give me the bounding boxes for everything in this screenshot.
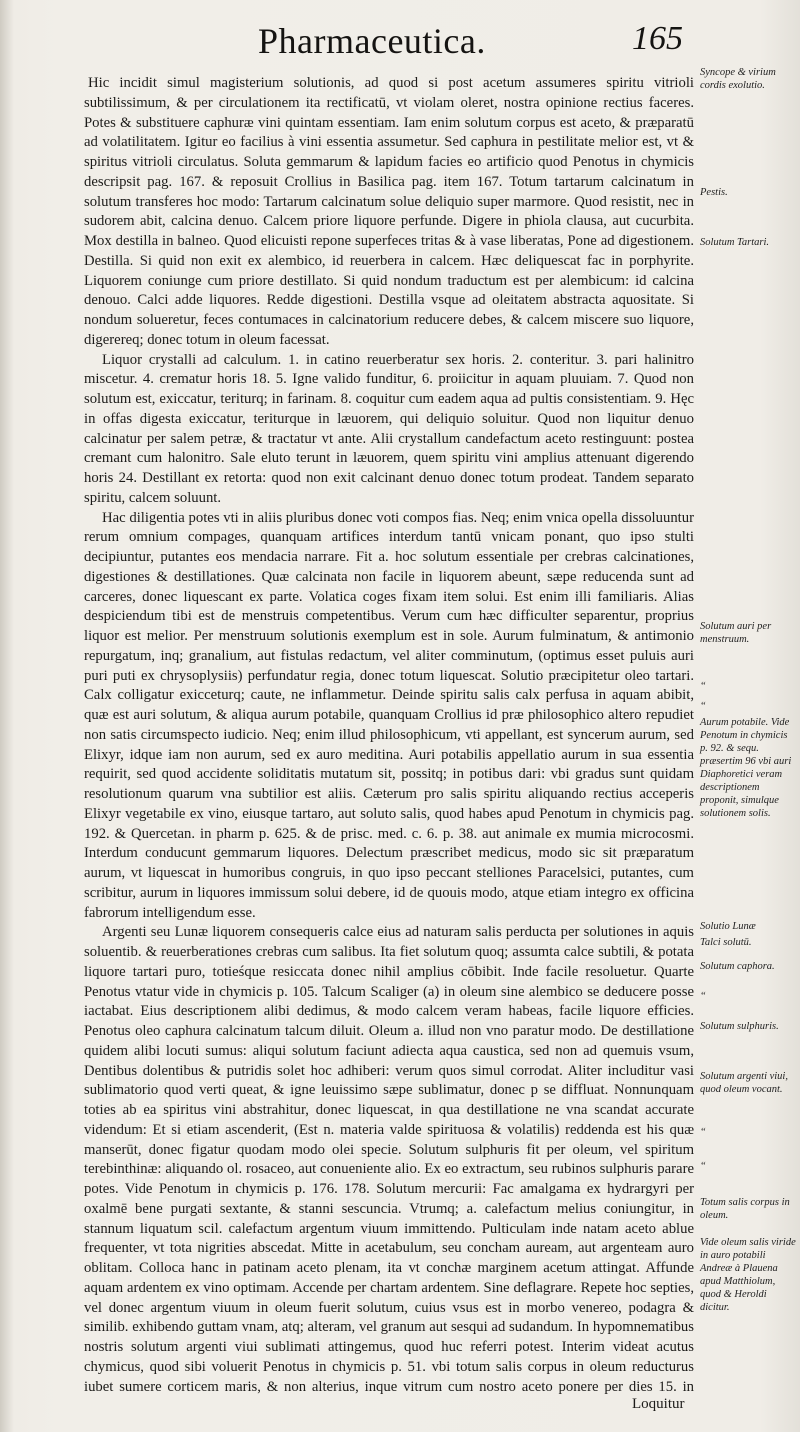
page-number: 165 bbox=[632, 20, 683, 57]
paragraph: Hac diligentia potes vti in aliis pluribus donec voti compos fias. Neq; enim vnica opella dissoluuntur rerum omnium compages, quanquam artifices interdum tantū vnicam ponant, quo ipso stulti decipiuntur, putantes eos mendacia narrare. Fit a. hoc solutum essentiale per crebras calcinationes, digestiones & destillationes. Quæ calcinata non facile in liquorem abeunt, sæpe reducenda sunt ad carceres, donec liquescant ex parte. Volatica coges fixam item solui. Est enim illi familiaris. Alias despiciendum tibi est de menstruis competentibus. Verum cum hæc difficulter separentur, proprius liquor est melior. Per menstruum solutionis exemplum est in sole. Aurum fulminatum, & antimonio repurgatum, inq; granalium, aut fistulas redactum, vel aliter comminutum, (optimus esset puluis auri puri puti ex chrysoplysiis) perfundatur regia, donec totum liquescat. Solutio præcipitetur oleo tartari. Calx colligatur exicceturq; caute, ne inflammetur. Deinde spiritu salis calx perfusa in aquam abibit, quæ est auri solutum, & aliqua aurum potabile, quanquam Crollius id præ philosophico altero repudiet non satis circumspecto iudicio. Neq; enim illud philosophicum, vti appellant, est syncerum aurum, sed Elixyr, idque iam non aurum, sed ex auro meditina. Auri potabilis appellatio aurum in sua essentia requirit, sed quod accidente soliditatis mutatum sit, possitq; in potibus dari: vbi gradus sunt quidam resolutionum quarum vna subtilior est aliis. Cæterum pro salis spiritu aliquando rectius acceperis Elixyr vegetabile ex vino, eiusque tartaro, aut soluto salis, quod habes apud Penotum in chymicis pag. 192. & Quercetan. in pharm p. 625. & de prisc. med. c. 6. p. 38. aut animale ex mumia microcosmi. Interdum conducunt gemmarum liquores. Delectum præscribet medicus, modo sic sit præparatum aurum, vt liquescat in humoribus congruis, in quo ipso peccant stelliones Paracelsici, putantes, cum scribitur, aurum in liquores immissum solui debere, id de quouis modo, atque etiam integro ex officina fabrorum intelligendum esse. bbox=[84, 509, 694, 921]
catchword: Loquitur bbox=[632, 1396, 685, 1412]
paragraph: Argenti seu Lunæ liquorem consequeris calce eius ad naturam salis perducta per solutiones in aquis soluentib. & reuerberationes crebras cum salibus. Ita fiet solutum quoq; assumta calce subtili, & potata liquore tartari puro, totieśque resiccata donec nihil amplius cōbibit. Inde facile resoluetur. Quarte Penotus vtatur vide in chymicis p. 105. Talcum Scaliger (a) in oleum sine alembico se deducere posse iactabat. Eius descriptionem alibi dedimus, & modo calcem veram habeas, facile liquore efficies. Penotus oleo caphura calcinatum talcum diluit. Oleum a. illud non vno paratur modo. De destillatione quidem alibi locuti sumus: aliqui solutum faciunt adiecta aqua caustica, sed non ad quemuis vsum, Dentibus dolentibus & putridis solet hoc adhiberi: verum quos simul corrodat. Aliter includitur vasi sublimatorio quod verti queat, & igne leuissimo sæpe sublimatur, donec p se diffluat. Nonnunquam toties ab ea spiritus vini abstrahitur, donec liquescat, in qua destillatione ne vna scandat accurate videndum: Et si etiam ascenderit, (Est n. materia valde spirituosa & volatilis) reddenda est his quæ manserūt, donec figatur quodam modo olei specie. Solutum sulphuris fit per oleum, vel spiritum terebinthinæ: aliquando ol. rosaceo, aut conueniente alio. Ex eo extractum, seu rubinos sulphuris parare potes. Vide Penotum in chymicis p. 176. 178. Solutum mercurii: Fac amalgama ex hydrargyri per oxalmē bene purgati sextante, & stanni sescuncia. Vtrumq; a. calefactum melius coniungitur, in stannum liquatum scil. calefactum argentum viuum immittendo. Pulticulam inde natam aceto ablue frequenter, vt tota nigrities abscedat. Mitte in acetabulum, seu concham auream, aut argenteam auro oblitam. Colloca hanc in patinam aceto plenam, ita vt conchæ marginem acetum attingat. Affunde aquam ardentem ex vino optimam. Accende per chartam ardentem. Sine deflagrare. Repete hoc septies, vel donec argentum viuum in oleum fuerit solutum, cuius vsus est in morbo venereo, podagra & similib. exhibendo guttam vnam, atq; alteram, vel granum aut sesqui ad sudandum. In hypomnematibus nostris solutum argenti viui sublimati attingemus, quod huc referri potest. Interim videat acutus chymicus, quod sibi voluerit Penotus in chymicis p. 51. vbi totum salis corpus in oleum reducturus iubet sumere corticem maris, & non alterius, inque vitrum cum nostro aceto ponere per dies 15. in bbox=[84, 924, 694, 1394]
running-title: Pharmaceutica. bbox=[258, 21, 486, 61]
marginal-note: Talci solutū. bbox=[700, 937, 752, 948]
marginal-note: Vide oleum salis viride in auro potabili Andreæ à Plauena apud Matthiolum, quod & Heroldi dicitur. bbox=[700, 1237, 796, 1313]
marginal-note: Syncope & virium cordis exolutio. bbox=[700, 67, 776, 91]
marginal-note: Pestis. bbox=[700, 187, 728, 198]
marginal-note: Solutum sulphuris. bbox=[700, 1021, 779, 1032]
marginal-note: Solutum argenti viui, quod oleum vocant. bbox=[700, 1071, 788, 1095]
paragraph: Hic incidit simul magisterium solutionis, ad quod si post acetum assumeres spiritu vitrioli subtilissimum, & per circulationem ita rectificatū, vt violam oleret, nostra opinione rectius faceres. Potes & substituere caphuræ vini quintam essentiam. Iam enim solutum corpus est aceto, & præparatū ad volatilitatem. Igitur eo facilius à vini essentia assumetur. Sed caphura in pestilitate melior est, vt & spiritus vitrioli circulatus. Soluta gemmarum & lapidum facies eo artificio quod Penotus in chymicis descripsit pag. 167. & reposuit Crollius in Basilica pag. item 167. Totum tartarum calcinatum in solutum transferes hoc modo: Tartarum calcinatum solue deliquio super marmore. Quod resistit, nec in sudorem abit, calcina denuo. Calcem priore liquore perfunde. Digere in phiola clausa, aut cucurbita. Mox destilla in balneo. Quod elicuisti repone superfeces tritas & à vase liberatas, Pone ad digestionem. Destilla. Si quid non exit ex alembico, id reuerbera in calcem. Hæc deliquescat fac in porphyrite. Liquorem coniunge cum priore destillato. Si quid nondum traductum est per alembicum: id calcina denouo. Calci adde liquores. Redde digestioni. Destilla vsque ad oleitatem abstracta aquositate. Si nondum solueretur, feces contumaces in calcinatorium reducere debes, & calcem miscere suo liquore, digerereq; donec totum in oleum facessat. bbox=[84, 75, 694, 348]
marginal-note: Aurum potabile. Vide Penotum in chymicis p. 92. & sequ. præsertim 96 vbi auri Diaphoretici veram descriptionem proponit, simulque solutionem solis. bbox=[700, 717, 792, 819]
paragraph: Liquor crystalli ad calculum. 1. in catino reuerberatur sex horis. 2. conteritur. 3. pari halinitro miscetur. 4. crematur horis 18. 5. Igne valido funditur, 6. proiicitur in aquam pluuiam. 7. Quod non solutum est, exiccatur, teriturq; in farinam. 8. coquitur cum eadem aqua ad pultis consistentiam. 9. Hęc in offas digesta exiccatur, teriturque in læuorem, qui deliquio soluitur. Quod non liquitur denuo calcinatur per salem petræ, & tractatur vt ante. Alii crystallum candefactum aceto restinguunt: postea cremant cum halonitro. Sale eluto terunt in læuorem, quem spiritu vini amplius attenuant digerendo horis 24. Destillant ex retorta: quod non exit calcinant denuo donec totum prodeat. Tandem separato spiritu, calcem soluunt. bbox=[84, 351, 694, 506]
marginal-note: Totum salis corpus in oleum. bbox=[700, 1197, 790, 1221]
marginal-note: “ bbox=[700, 681, 706, 692]
main-text bbox=[84, 74, 694, 1394]
marginal-notes bbox=[700, 60, 796, 1420]
marginal-note: “ bbox=[700, 701, 706, 712]
marginal-note: “ bbox=[700, 1127, 706, 1138]
marginal-note: Solutum caphora. bbox=[700, 961, 775, 972]
marginal-note: Solutum Tartari. bbox=[700, 237, 770, 248]
marginal-note: “ bbox=[700, 1161, 706, 1172]
marginal-note: Solutio Lunæ bbox=[700, 921, 756, 932]
marginal-note: “ bbox=[700, 991, 706, 1002]
marginal-note: Solutum auri per menstruum. bbox=[700, 621, 772, 645]
page-header bbox=[0, 14, 800, 74]
